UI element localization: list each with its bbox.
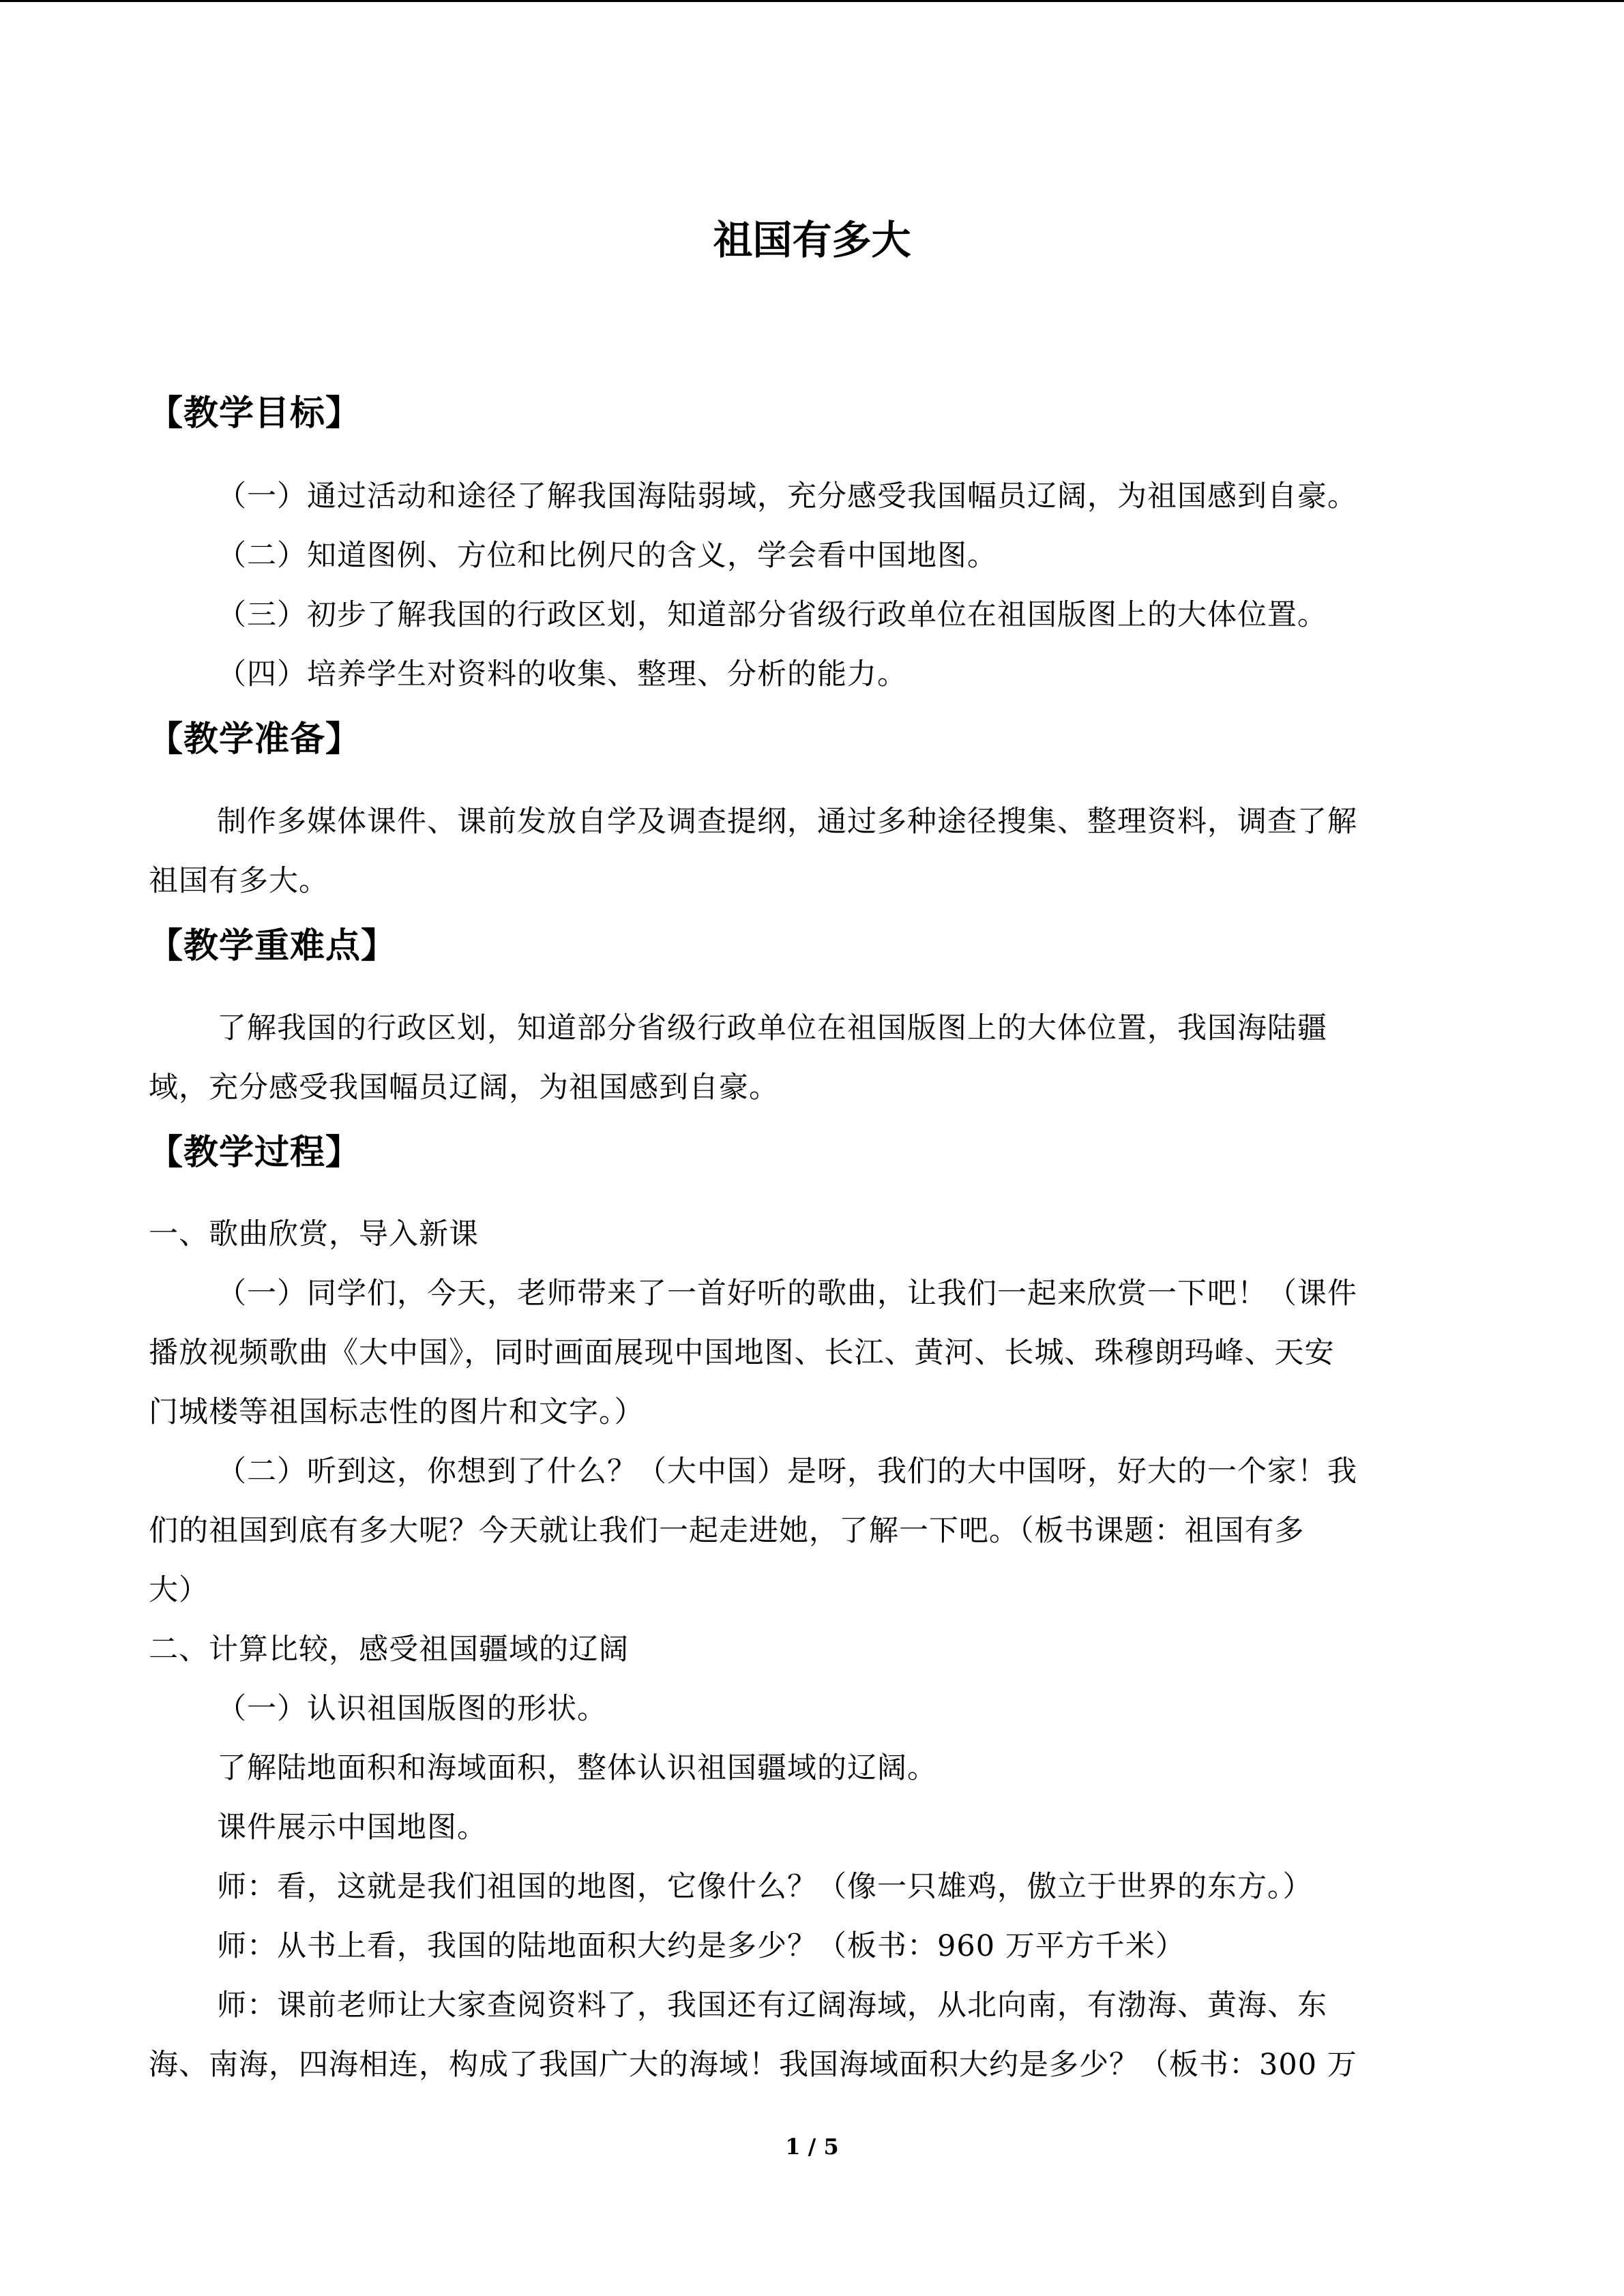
process-line-10: 了解陆地面积和海域面积，整体认识祖国疆域的辽阔。: [217, 1751, 937, 1785]
objective-item-1: （一）通过活动和途径了解我国海陆弱域，充分感受我国幅员辽阔，为祖国感到自豪。: [217, 479, 1357, 513]
process-line-15: 海、南海，四海相连，构成了我国广大的海域！我国海域面积大约是多少？（板书：300 万: [149, 2048, 1357, 2082]
process-line-1: 一、歌曲欣赏，导入新课: [149, 1217, 479, 1251]
process-line-4: 门城楼等祖国标志性的图片和文字。）: [149, 1395, 645, 1429]
process-line-2: （一）同学们，今天，老师带来了一首好听的歌曲，让我们一起来欣赏一下吧！（课件: [217, 1277, 1357, 1311]
process-line-12: 师：看，这就是我们祖国的地图，它像什么？（像一只雄鸡，傲立于世界的东方。）: [217, 1870, 1313, 1904]
heading-key-points: 【教学重难点】: [148, 926, 397, 966]
process-line-9: （一）认识祖国版图的形状。: [217, 1692, 607, 1726]
heading-objectives: 【教学目标】: [148, 393, 361, 434]
preparation-line-1: 制作多媒体课件、课前发放自学及调查提纲，通过多种途径搜集、整理资料，调查了解: [217, 805, 1357, 839]
process-line-6: 们的祖国到底有多大呢？今天就让我们一起走进她，了解一下吧。（板书课题：祖国有多: [149, 1514, 1305, 1548]
process-line-11: 课件展示中国地图。: [217, 1810, 487, 1845]
objective-item-3: （三）初步了解我国的行政区划，知道部分省级行政单位在祖国版图上的大体位置。: [217, 598, 1327, 632]
process-line-14: 师：课前老师让大家查阅资料了，我国还有辽阔海域，从北向南，有渤海、黄海、东: [217, 1988, 1327, 2023]
page-title: 祖国有多大: [713, 217, 911, 263]
process-line-13: 师：从书上看，我国的陆地面积大约是多少？（板书：960 万平方千米）: [217, 1929, 1185, 1963]
key-points-line-2: 域，充分感受我国幅员辽阔，为祖国感到自豪。: [149, 1071, 779, 1105]
process-line-8: 二、计算比较，感受祖国疆域的辽阔: [149, 1632, 629, 1667]
process-line-7: 大）: [149, 1573, 209, 1607]
heading-preparation: 【教学准备】: [148, 719, 361, 760]
page-number: 1 / 5: [785, 2134, 839, 2160]
process-line-3: 播放视频歌曲《大中国》，同时画面展现中国地图、长江、黄河、长城、珠穆朗玛峰、天安: [149, 1336, 1335, 1370]
objective-item-2: （二）知道图例、方位和比例尺的含义，学会看中国地图。: [217, 539, 997, 573]
preparation-line-2: 祖国有多大。: [149, 864, 329, 898]
process-line-5: （二）听到这，你想到了什么？（大中国）是呀，我们的大中国呀，好大的一个家！我: [217, 1455, 1357, 1489]
objective-item-4: （四）培养学生对资料的收集、整理、分析的能力。: [217, 657, 907, 691]
key-points-line-1: 了解我国的行政区划，知道部分省级行政单位在祖国版图上的大体位置，我国海陆疆: [217, 1011, 1327, 1045]
heading-process: 【教学过程】: [148, 1133, 361, 1173]
